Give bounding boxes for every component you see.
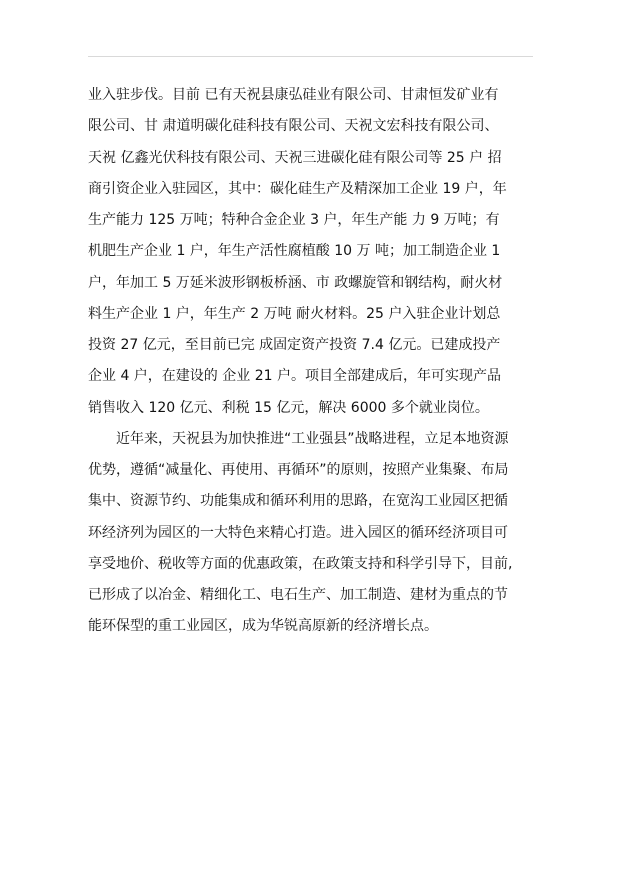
text-line: 投资 27 亿元，至目前已完 成固定资产投资 7.4 亿元。已建成投产 bbox=[88, 337, 501, 353]
text-line: 集中、资源节约、功能集成和循环利用的思路，在宽沟工业园区把循 bbox=[88, 493, 508, 510]
paragraph-circular-economy bbox=[88, 424, 536, 643]
body-text bbox=[88, 80, 536, 643]
text-line: 销售收入 120 亿元、利税 15 亿元，解决 6000 多个就业岗位。 bbox=[88, 399, 489, 416]
text-line: 已形成了以冶金、精细化工、电石生产、加工制造、建材为重点的节 bbox=[88, 587, 508, 603]
text-line: 享受地价、税收等方面的优惠政策，在政策支持和科学引导下，目前, bbox=[88, 555, 513, 572]
text-line: 能环保型的重工业园区，成为华锐高原新的经济增长点。 bbox=[88, 618, 438, 635]
text-line: 企业 4 户，在建设的 企业 21 户。项目全部建成后，年可实现产品 bbox=[88, 368, 501, 385]
text-line: 业入驻步伐。目前 已有天祝县康弘硅业有限公司、甘肃恒发矿业有 bbox=[88, 87, 499, 103]
text-line: 户，年加工 5 万延米波形钢板桥涵、市 政螺旋管和钢结构，耐火材 bbox=[88, 274, 503, 291]
text-line: 环经济列为园区的一大特色来精心打造。进入园区的循环经济项目可 bbox=[88, 524, 508, 541]
header-rule bbox=[88, 56, 533, 57]
paragraph-enterprises bbox=[88, 80, 536, 424]
text-line: 生产能力 125 万吨；特种合金企业 3 户，年生产能 力 9 万吨；有 bbox=[88, 212, 500, 228]
text-line: 天祝 亿鑫光伏科技有限公司、天祝三进碳化硅有限公司等 25 户 招 bbox=[88, 149, 502, 166]
text-line: 近年来，天祝县为加快推进“工业强县”战略进程，立足本地资源 bbox=[116, 430, 509, 447]
text-line: 机肥生产企业 1 户，年生产活性腐植酸 10 万 吨；加工制造企业 1 bbox=[88, 243, 501, 260]
text-line: 优势，遵循“减量化、再使用、再循环”的原则，按照产业集聚、布局 bbox=[88, 462, 509, 478]
text-line: 料生产企业 1 户，年生产 2 万吨 耐火材料。25 户入驻企业计划总 bbox=[88, 305, 501, 322]
text-line: 商引资企业入驻园区，其中：碳化硅生产及精深加工企业 19 户，年 bbox=[88, 180, 507, 197]
text-line: 限公司、甘 肃道明碳化硅科技有限公司、天祝文宏科技有限公司、 bbox=[88, 118, 499, 135]
